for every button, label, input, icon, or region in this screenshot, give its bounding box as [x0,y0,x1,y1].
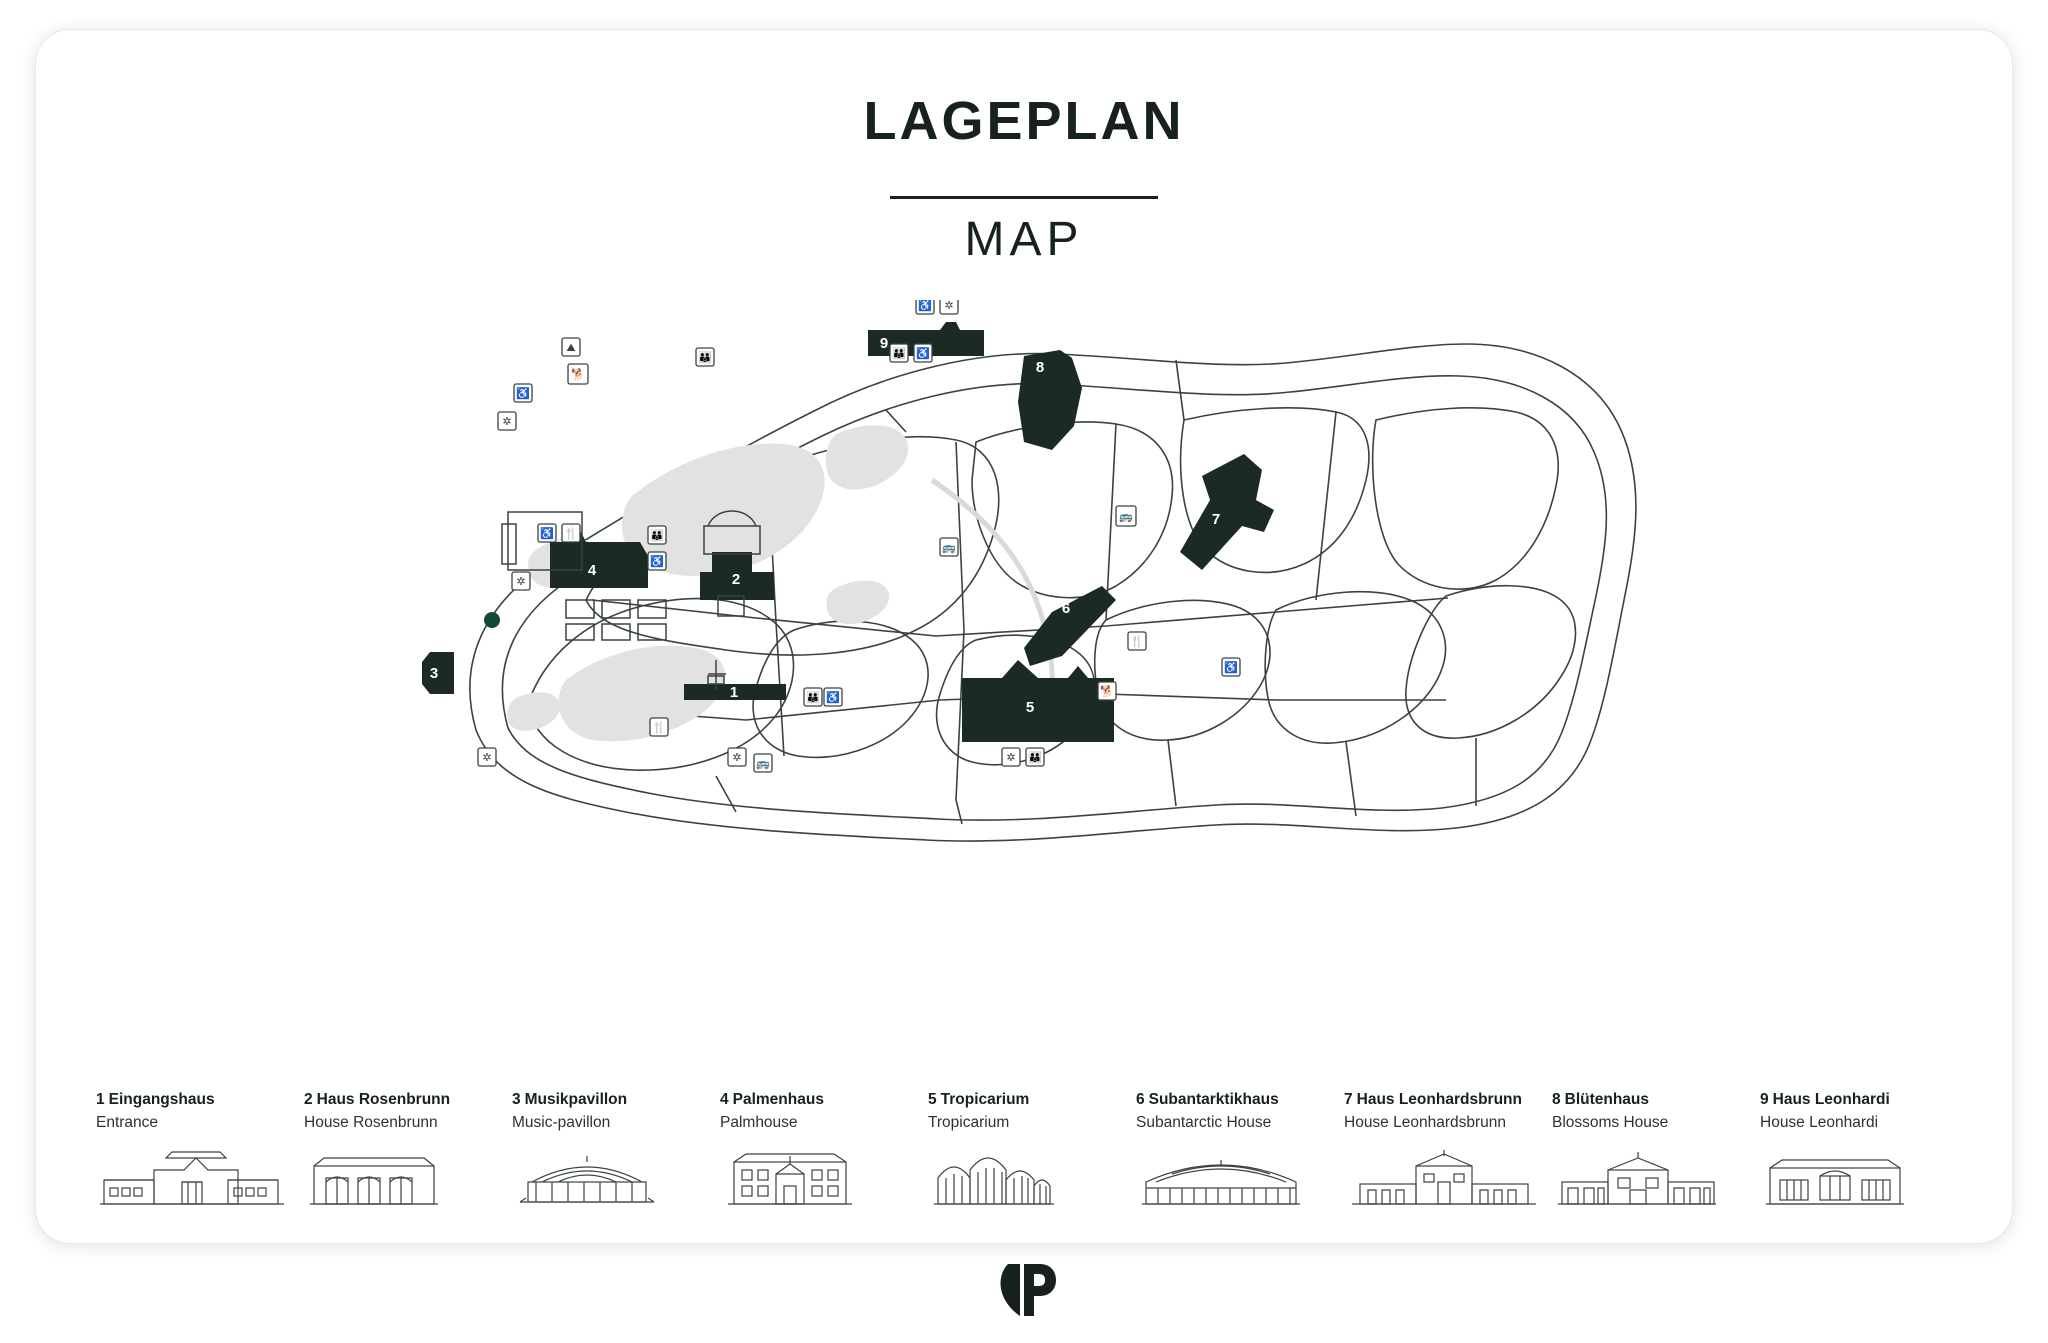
svg-text:2: 2 [731,571,741,588]
park-map[interactable] [416,300,1696,990]
svg-text:👪: 👪 [892,348,906,360]
svg-text:🚌: 🚌 [1119,511,1133,523]
map-marker-6 [1062,600,1070,617]
legend-item-9[interactable] [1760,1090,1956,1214]
svg-text:♿: ♿ [1224,662,1238,674]
legend-name-de-3: Musikpavillon [524,1091,628,1108]
legend-name-de-7: Haus Leonhardsbrunn [1356,1091,1522,1108]
svg-text:4: 4 [587,562,597,579]
legend-item-1[interactable] [96,1090,292,1214]
legend-item-6[interactable] [1136,1090,1332,1214]
svg-text:🚌: 🚌 [756,758,770,770]
map-marker-3 [430,665,438,682]
legend-name-en-6: Subantarctic House [1136,1113,1272,1131]
legend-number-6: 6 [1136,1091,1145,1108]
legend-title-8 [1552,1090,1748,1111]
legend-name-de-1: Eingangshaus [108,1091,215,1108]
svg-text:♿: ♿ [918,300,932,312]
legend-item-2[interactable] [304,1090,500,1214]
map-marker-4 [588,562,597,579]
svg-text:🍴: 🍴 [564,528,578,540]
page-subtitle: MAP [964,213,1084,266]
legend-number-1: 1 [96,1091,105,1108]
svg-text:🍴: 🍴 [652,722,666,734]
legend-title-6 [1136,1090,1332,1111]
svg-text:✲: ✲ [482,752,492,764]
legend-item-5[interactable] [928,1090,1124,1214]
map-marker-5 [1026,699,1034,716]
svg-text:3: 3 [429,665,439,682]
legend-title-4 [720,1090,916,1111]
legend-name-en-8: Blossoms House [1552,1113,1669,1131]
map-marker-7 [1212,511,1220,528]
legend-number-2: 2 [304,1091,313,1108]
rosenbrunn-building-icon [304,1148,500,1214]
legend-number-5: 5 [928,1091,937,1108]
legend-name-de-5: Tropicarium [940,1091,1030,1108]
svg-text:⛰: ⛰ [566,342,576,354]
svg-text:♿: ♿ [540,528,554,540]
svg-text:👪: 👪 [806,692,820,704]
blossoms-house-icon [1552,1148,1748,1214]
svg-text:8: 8 [1035,359,1045,376]
svg-text:7: 7 [1211,511,1221,528]
leonhardi-icon [1760,1148,1956,1214]
legend-number-9: 9 [1760,1091,1769,1108]
svg-text:🐕: 🐕 [571,369,585,381]
music-pavillon-icon [512,1148,708,1214]
legend-name-de-9: Haus Leonhardi [1772,1091,1890,1108]
svg-text:✲: ✲ [944,300,954,312]
svg-text:🐕: 🐕 [1100,686,1114,698]
legend-number-8: 8 [1552,1091,1561,1108]
legend-name-en-2: House Rosenbrunn [304,1113,438,1131]
legend-title-1 [96,1090,292,1111]
title-divider [890,196,1158,199]
legend-name-en-7: House Leonhardsbrunn [1344,1113,1507,1131]
legend-item-4[interactable] [720,1090,916,1214]
legend-name-en-1: Entrance [96,1113,159,1131]
svg-text:✲: ✲ [502,416,512,428]
legend-number-7: 7 [1344,1091,1353,1108]
subantarctic-house-icon [1136,1148,1332,1214]
map-marker-1 [730,684,738,701]
svg-text:👪: 👪 [650,530,664,542]
legend-name-de-2: Haus Rosenbrunn [316,1091,451,1108]
svg-text:✲: ✲ [732,752,742,764]
legend-item-8[interactable] [1552,1090,1748,1214]
map-marker-9 [880,335,888,352]
map-marker-2 [732,571,740,588]
leonhardsbrunn-icon [1344,1148,1540,1214]
legend-number-4: 4 [720,1091,729,1108]
svg-text:♿: ♿ [516,388,530,400]
legend [96,1090,1956,1214]
legend-item-3[interactable] [512,1090,708,1214]
svg-text:✲: ✲ [516,576,526,588]
legend-title-7 [1344,1090,1540,1111]
legend-name-en-5: Tropicarium [928,1113,1010,1131]
svg-text:♿: ♿ [916,348,930,360]
palmengarten-logo [990,1258,1058,1320]
svg-text:🍴: 🍴 [1130,636,1144,648]
svg-text:🚌: 🚌 [942,542,956,554]
legend-title-9 [1760,1090,1956,1111]
legend-name-de-6: Subantarktikhaus [1148,1091,1279,1108]
legend-name-en-9: House Leonhardi [1760,1113,1879,1131]
svg-text:✲: ✲ [1006,752,1016,764]
legend-number-3: 3 [512,1091,521,1108]
entrance-building-icon [96,1148,292,1214]
svg-text:9: 9 [879,335,889,352]
legend-name-en-4: Palmhouse [720,1113,798,1131]
legend-name-de-8: Blütenhaus [1564,1091,1650,1108]
legend-title-2 [304,1090,500,1111]
page-title: LAGEPLAN [863,91,1185,151]
legend-title-5 [928,1090,1124,1111]
svg-text:👪: 👪 [698,352,712,364]
svg-text:1: 1 [729,684,739,701]
map-marker-8 [1036,359,1044,376]
svg-text:♿: ♿ [650,556,664,568]
poster-card [36,30,2012,1243]
svg-text:6: 6 [1061,600,1071,617]
legend-name-en-3: Music-pavillon [512,1113,611,1131]
svg-text:5: 5 [1025,699,1035,716]
tropicarium-icon [928,1148,1124,1214]
palmhouse-icon [720,1148,916,1214]
svg-text:♿: ♿ [826,692,840,704]
legend-title-3 [512,1090,708,1111]
green-point-marker [484,612,500,628]
legend-item-7[interactable] [1344,1090,1540,1214]
legend-name-de-4: Palmenhaus [732,1091,824,1108]
svg-text:👪: 👪 [1028,752,1042,764]
